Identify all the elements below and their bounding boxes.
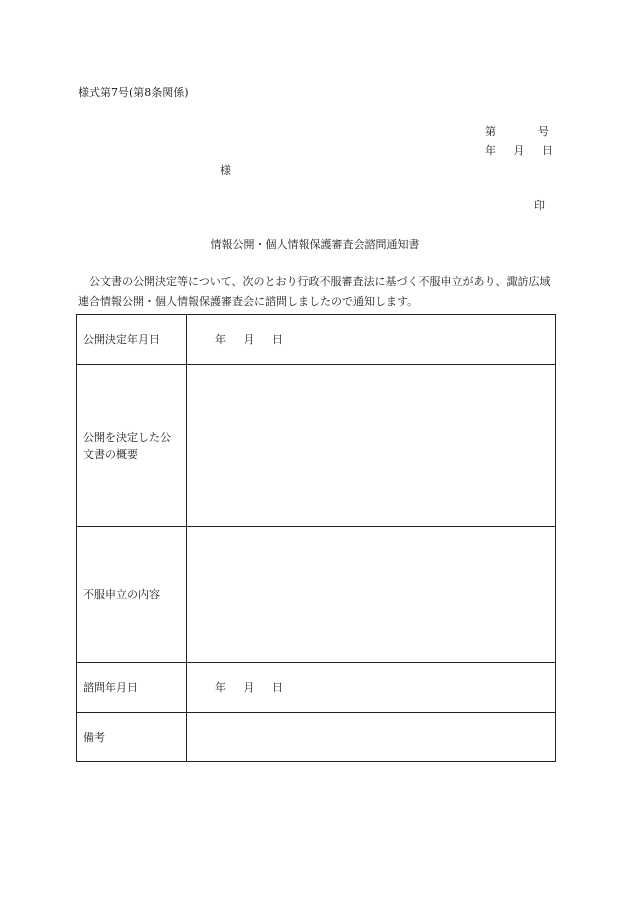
date-year: 年: [485, 144, 496, 157]
document-number-line: [485, 123, 549, 139]
table-row-objection-content: [77, 527, 556, 663]
row-label: 不服申立の内容: [77, 527, 187, 663]
number-prefix: 第: [485, 125, 496, 138]
table-row-inquiry-date: [77, 663, 556, 713]
number-suffix: 号: [538, 125, 549, 138]
row-label: 公開決定年月日: [77, 315, 187, 365]
date-day: 日: [272, 681, 283, 694]
form-number-label: 様式第7号(第8条関係): [78, 86, 189, 99]
date-day: 日: [542, 144, 553, 157]
table-row-remarks: [77, 713, 556, 762]
date-month: 月: [243, 681, 255, 694]
row-label: 備考: [77, 713, 187, 762]
inquiry-date-field[interactable]: [187, 663, 556, 713]
objection-content-field[interactable]: [187, 527, 556, 663]
date-year: 年: [215, 681, 226, 694]
seal-mark: 印: [534, 199, 545, 212]
date-month: 月: [513, 144, 525, 157]
date-month: 月: [243, 333, 255, 346]
row-label: 諮問年月日: [77, 663, 187, 713]
notice-body-text: 公文書の公開決定等について、次のとおり行政不服審査法に基づく不服申立があり、諏訪広域連合情報公開・個人情報保護審査会に諮問しましたので通知します。: [78, 275, 551, 308]
remarks-field[interactable]: [187, 713, 556, 762]
table-row-document-summary: [77, 365, 556, 527]
disclosure-date-field[interactable]: [187, 315, 556, 365]
inquiry-details-table: [76, 314, 556, 762]
table-row-disclosure-date: [77, 315, 556, 365]
document-summary-field[interactable]: [187, 365, 556, 527]
issue-date-line: [485, 142, 553, 158]
document-title: 情報公開・個人情報保護審査会諮問通知書: [210, 238, 420, 251]
addressee-honorific: 様: [220, 164, 231, 177]
row-label: 公開を決定した公文書の概要: [77, 365, 187, 527]
date-day: 日: [272, 333, 283, 346]
date-year: 年: [215, 333, 226, 346]
